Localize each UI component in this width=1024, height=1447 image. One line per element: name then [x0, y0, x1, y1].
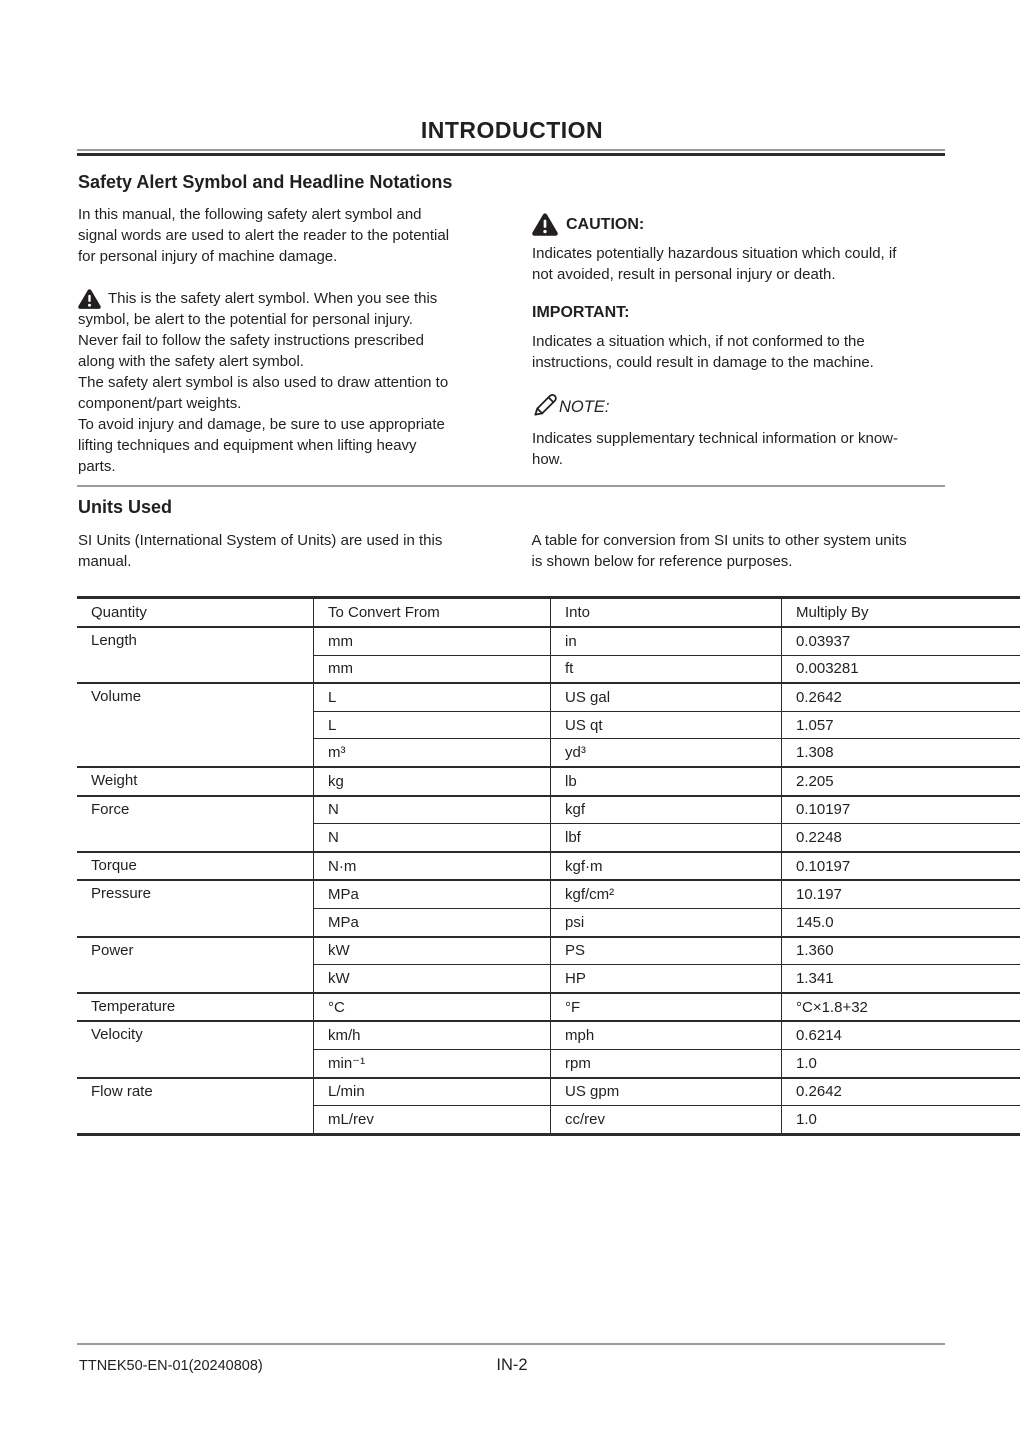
column-header-into: Into: [551, 598, 782, 628]
quantity-cell: Velocity: [77, 1021, 314, 1077]
note-body: [532, 428, 946, 470]
quantity-cell: Pressure: [77, 880, 314, 936]
into-cell: US gal: [551, 683, 782, 711]
intro-paragraph: [78, 204, 518, 267]
convert-from-cell: mm: [314, 627, 551, 655]
convert-from-cell: mm: [314, 655, 551, 683]
quantity-cell: Length: [77, 627, 314, 683]
text-line: along with the safety alert symbol.: [78, 353, 304, 370]
multiply-by-cell: 0.2642: [782, 683, 1021, 711]
caution-heading: [532, 213, 946, 236]
text-line: signal words are used to alert the reader to the potential: [78, 227, 450, 244]
multiply-by-cell: 1.308: [782, 739, 1021, 767]
quantity-cell: Torque: [77, 852, 314, 881]
page-title: INTRODUCTION: [420, 117, 604, 143]
convert-from-cell: kW: [314, 937, 551, 965]
into-cell: ft: [551, 655, 782, 683]
into-cell: cc/rev: [551, 1106, 782, 1135]
convert-from-cell: MPa: [314, 880, 551, 908]
text-line: symbol, be alert to the potential for personal injury.: [78, 311, 413, 328]
table-row: [77, 796, 1020, 824]
page-number: IN-2: [496, 1356, 528, 1374]
alert-paragraph-lines: [78, 309, 518, 477]
multiply-by-cell: 1.360: [782, 937, 1021, 965]
multiply-by-cell: 10.197: [782, 880, 1021, 908]
text-line: is shown below for reference purposes.: [531, 553, 793, 570]
safety-alert-section: [78, 171, 946, 477]
multiply-by-cell: 0.2248: [782, 824, 1021, 852]
multiply-by-cell: 1.0: [782, 1049, 1021, 1077]
text-line: The safety alert symbol is also used to draw attention to: [78, 374, 449, 391]
text-line: Never fail to follow the safety instructions prescribed: [78, 332, 424, 349]
units-used-section: [77, 485, 945, 572]
table-row: [77, 993, 1020, 1022]
convert-from-cell: L: [314, 711, 551, 739]
alert-symbol-paragraph: [78, 288, 518, 477]
table-row: [77, 1078, 1020, 1106]
column-header-to-convert-from: To Convert From: [314, 598, 551, 628]
text-line: SI Units (International System of Units) are used in this: [78, 532, 443, 549]
into-cell: lb: [551, 767, 782, 796]
multiply-by-cell: 0.2642: [782, 1078, 1021, 1106]
into-cell: kgf·m: [551, 852, 782, 881]
convert-from-cell: m³: [314, 739, 551, 767]
text-line: instructions, could result in damage to the machine.: [532, 354, 874, 371]
table-row: [77, 767, 1020, 796]
into-cell: HP: [551, 965, 782, 993]
text-line: parts.: [78, 458, 116, 475]
into-cell: in: [551, 627, 782, 655]
convert-from-cell: N: [314, 796, 551, 824]
warning-triangle-icon: [532, 213, 558, 236]
multiply-by-cell: 2.205: [782, 767, 1021, 796]
quantity-cell: Flow rate: [77, 1078, 314, 1135]
into-cell: mph: [551, 1021, 782, 1049]
text-line: A table for conversion from SI units to other system units: [531, 532, 907, 549]
into-cell: yd³: [551, 739, 782, 767]
text-line: In this manual, the following safety alert symbol and: [78, 206, 422, 223]
table-row: [77, 880, 1020, 908]
into-cell: US qt: [551, 711, 782, 739]
multiply-by-cell: 0.10197: [782, 852, 1021, 881]
caution-body: [532, 243, 946, 285]
into-cell: psi: [551, 908, 782, 936]
multiply-by-cell: 0.10197: [782, 796, 1021, 824]
alert-lead-line: [78, 288, 518, 309]
units-section-heading: Units Used: [78, 497, 173, 517]
safety-left-column: [78, 204, 518, 477]
text-line: manual.: [78, 553, 132, 570]
convert-from-cell: °C: [314, 993, 551, 1022]
safety-right-column: [532, 204, 946, 477]
text-line: To avoid injury and damage, be sure to use appropriate: [78, 416, 445, 433]
convert-from-cell: N·m: [314, 852, 551, 881]
text-line: for personal injury of machine damage.: [78, 248, 338, 265]
convert-from-cell: L/min: [314, 1078, 551, 1106]
convert-from-cell: kW: [314, 965, 551, 993]
multiply-by-cell: 0.03937: [782, 627, 1021, 655]
important-body: [532, 331, 946, 373]
convert-from-cell: mL/rev: [314, 1106, 551, 1135]
multiply-by-cell: 0.003281: [782, 655, 1021, 683]
multiply-by-cell: 0.6214: [782, 1021, 1021, 1049]
units-left-paragraph: [78, 530, 517, 572]
important-block: [532, 304, 946, 373]
note-label: NOTE:: [559, 397, 610, 416]
quantity-cell: Force: [77, 796, 314, 852]
caution-block: [532, 213, 946, 285]
quantity-cell: Weight: [77, 767, 314, 796]
table-row: [77, 627, 1020, 655]
convert-from-cell: N: [314, 824, 551, 852]
alert-lead-text: This is the safety alert symbol. When you see this: [108, 290, 438, 307]
text-line: Indicates potentially hazardous situation which could, if: [532, 245, 897, 262]
multiply-by-cell: 1.057: [782, 711, 1021, 739]
into-cell: °F: [551, 993, 782, 1022]
caution-label: CAUTION:: [566, 215, 645, 233]
quantity-cell: Temperature: [77, 993, 314, 1022]
table-row: [77, 1021, 1020, 1049]
column-header-quantity: Quantity: [77, 598, 314, 628]
text-line: Indicates supplementary technical information or know-: [532, 430, 899, 447]
table-row: [77, 852, 1020, 881]
into-cell: kgf/cm²: [551, 880, 782, 908]
text-line: Indicates a situation which, if not conformed to the: [532, 333, 865, 350]
quantity-cell: Volume: [77, 683, 314, 767]
into-cell: lbf: [551, 824, 782, 852]
multiply-by-cell: 1.341: [782, 965, 1021, 993]
multiply-by-cell: 145.0: [782, 908, 1021, 936]
convert-from-cell: kg: [314, 767, 551, 796]
units-right-paragraph: [531, 530, 945, 572]
into-cell: rpm: [551, 1049, 782, 1077]
table-row: [77, 683, 1020, 711]
multiply-by-cell: °C×1.8+32: [782, 993, 1021, 1022]
title-double-rule: [77, 149, 945, 156]
convert-from-cell: L: [314, 683, 551, 711]
convert-from-cell: MPa: [314, 908, 551, 936]
pencil-icon: [532, 392, 559, 422]
footer-rule: [77, 1343, 945, 1345]
into-cell: US gpm: [551, 1078, 782, 1106]
text-line: component/part weights.: [78, 395, 242, 412]
column-header-multiply-by: Multiply By: [782, 598, 1021, 628]
convert-from-cell: min⁻¹: [314, 1049, 551, 1077]
text-line: lifting techniques and equipment when lifting heavy: [78, 437, 417, 454]
into-cell: PS: [551, 937, 782, 965]
table-header-row: [77, 598, 1020, 628]
note-block: [532, 392, 946, 470]
warning-triangle-icon: [78, 289, 101, 310]
unit-conversion-table: [77, 596, 945, 1136]
safety-section-heading: Safety Alert Symbol and Headline Notations: [78, 172, 453, 192]
table-row: [77, 937, 1020, 965]
text-line: not avoided, result in personal injury or death.: [532, 266, 836, 283]
text-line: how.: [532, 451, 563, 468]
section-divider-rule: [77, 485, 945, 487]
note-heading: [532, 392, 946, 422]
document-code: TTNEK50-EN-01(20240808): [79, 1358, 263, 1374]
important-label: IMPORTANT:: [532, 304, 630, 321]
into-cell: kgf: [551, 796, 782, 824]
convert-from-cell: km/h: [314, 1021, 551, 1049]
multiply-by-cell: 1.0: [782, 1106, 1021, 1135]
quantity-cell: Power: [77, 937, 314, 993]
